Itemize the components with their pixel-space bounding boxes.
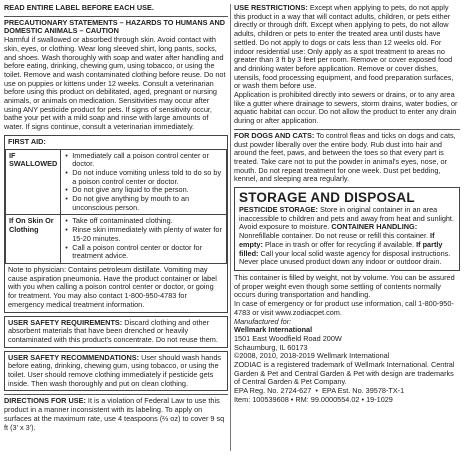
container-handling-body: Nonrefillable container. Do not reuse or refill this container.: [239, 231, 429, 241]
divider: [4, 394, 228, 395]
user-safety-recommendations: [4, 351, 228, 392]
column-divider: [230, 4, 231, 451]
list-item: • Call a poison control center or doctor for treatment advice.: [64, 244, 223, 261]
epa-reg-number: EPA Reg. No. 2724-627: [234, 386, 312, 396]
storage-disposal-body: [234, 205, 460, 271]
use-restrictions: [234, 4, 460, 91]
pesticide-storage-body: Store in original container in an area inaccessible to children and pets and away from heat and sunlight. Avoid exposure to moisture.: [239, 205, 454, 232]
divider: [4, 16, 228, 17]
directions-title: DIRECTIONS FOR USE:: [4, 396, 86, 406]
if-partly-filled-body: Call your local solid waste agency for disposal instructions. Never place unused product down any indoor or outdoor drain.: [239, 248, 451, 267]
skin-list: [64, 217, 223, 261]
container-handling-label: CONTAINER HANDLING:: [331, 222, 418, 232]
epa-est-number: EPA Est. No. 39578-TX-1: [322, 386, 405, 396]
first-aid-table: [5, 149, 227, 264]
right-column: [234, 4, 460, 405]
emergency-contact: In case of emergency or for product use information, call 1-800-950-4783 or visit www.zodiacpet.com.: [234, 299, 454, 317]
epa-numbers: EPA Reg. No. 2724-627 • EPA Est. No. 39578-TX-1: [234, 386, 405, 396]
precautionary-title: PRECAUTIONARY STATEMENTS – HAZARDS TO HUMANS AND: [4, 17, 226, 27]
first-aid-row-skin: [6, 215, 227, 264]
list-item: • Do not give anything by mouth to an unconscious person.: [64, 195, 223, 212]
use-restrictions-drains: Application is prohibited directly into sewers or drains, or to any area like a gutter where drainage to sewers, storm drains, water bodies, or aquatic habitat can occur. Do not allow the product to enter any drain during or after application.: [234, 90, 458, 126]
fill-weight-note: This container is filled by weight, not by volume. You can be assured of proper weight even though some settling of contents normally occurs during transportation and handling.: [234, 272, 455, 300]
precautionary-body: Harmful if swallowed or absorbed through skin. Avoid contact with skin, eyes, or clothing. Wear long sleeved shirt, long pants, socks, and shoes. Wash thoroughly with soap and water after handling and before eating, drinking, chewing gum, using tobacco, or using the toilet. Remove and wash contaminated clothing before reuse. Do not use on puppies or kittens under 12 weeks. Consult a veterinarian before using this product on debilitated, aged, pregnant or nursing animals, or animals on medication. Sensitivities may occur after using ANY pesticide product for pets. If signs of sensitivity occur, bathe your pet with a mild soap and rinse with large amounts of water. If signs continue, consult a veterinarian immediately.: [4, 35, 226, 132]
user-safety-recommendations-title: USER SAFETY RECOMMENDATIONS:: [8, 352, 140, 362]
skin-label: If On Skin Or Clothing: [6, 215, 61, 264]
first-aid-title: FIRST AID:: [8, 136, 46, 146]
left-column: [4, 4, 228, 432]
physician-note: Note to physician: Contains petroleum distillate. Vomiting may cause aspiration pneumonia. Have the product container or label with you when calling a poison control center or doctor, or going for treatment. You may also contact 1-800-950-4783 for emergency medical treatment information.: [8, 264, 217, 309]
first-aid-row-swallowed: [6, 149, 227, 215]
copyright: ©2008, 2010, 2018-2019 Wellmark International: [234, 351, 390, 361]
user-safety-requirements-title: USER SAFETY REQUIREMENTS:: [8, 317, 123, 327]
dogs-cats-body: To control fleas and ticks on dogs and cats, dust powder liberally over the entire body. Rub dust into hair and around the feet, paws, and between the toes so that every part is treated. Take care not to put the powder in animal's eyes, nose, or mouth. Do not repeat treatment for one week. Dust pet bedding, kennel, and sleeping area regularly.: [234, 130, 456, 184]
directions-body: It is a violation of Federal Law to use this product in a manner inconsistent with its labeling. To apply on surfaces at the maximum rate, use 4 teaspoons (⅔ oz) to cover 9 sq ft (3' x 3').: [4, 396, 225, 432]
manufacturer-address-line2: Schaumburg, IL 60173: [234, 342, 308, 352]
list-item: • Do not induce vomiting unless told to do so by a poison control center or doctor.: [64, 169, 223, 186]
user-safety-requirements: [4, 316, 228, 348]
item-codes: Item: 100539608 • RM: 99.0000554.02 • 19-1029: [234, 394, 393, 404]
user-safety-recommendations-body: User should wash hands before eating, drinking, chewing gum, using tobacco, or using the toilet. User should remove clothing immediately if pesticide gets inside. Then wash thoroughly and put on clean clothing.: [8, 352, 222, 388]
list-item: • Immediately call a poison control center or doctor.: [64, 152, 223, 169]
swallowed-list: [64, 152, 223, 213]
list-item: • Do not give any liquid to the person.: [64, 186, 223, 195]
if-empty-label: If empty:: [239, 231, 435, 249]
list-item: • Take off contaminated clothing.: [64, 217, 223, 226]
precautionary-subtitle: DOMESTIC ANIMALS – CAUTION: [4, 26, 119, 36]
read-label-notice: READ ENTIRE LABEL BEFORE EACH USE.: [4, 3, 154, 12]
dogs-cats: [234, 132, 460, 184]
if-partly-filled-label: If partly filled:: [239, 239, 443, 258]
use-restrictions-body: Except when applying to pets, do not apply this product in a way that will contact adults, children, or pets either directly or through drift. Except when applying to pets, do not allow adults, children or pets to enter the treated area until dusts have settled. Do not apply to dogs or cats less than 12 weeks old. For indoor residential use: Only apply as a spot treatment to areas no greater than 3 ft by 3 feet per room. Remove or cover exposed food and drinking water before application. Remove or cover dishes, utensils, food processing equipment, and food preparation surfaces, or wash them before use.: [234, 3, 454, 91]
storage-disposal-title: STORAGE AND DISPOSAL: [234, 187, 460, 205]
use-restrictions-title: USE RESTRICTIONS:: [234, 3, 308, 12]
user-safety-requirements-body: Discard clothing and other absorbent materials that have been drenched or heavily contaminated with this product's concentrate. Do not reuse them.: [8, 317, 218, 344]
dogs-cats-title: FOR DOGS AND CATS:: [234, 130, 315, 140]
trademark-notice: ZODIAC is a registered trademark of Wellmark International. Central Garden & Pet and Central Garden & Pet with design are trademarks of Central Garden & Pet Company.: [234, 360, 455, 387]
pesticide-storage-label: PESTICIDE STORAGE:: [239, 205, 318, 215]
swallowed-label: IF SWALLOWED: [6, 149, 61, 215]
divider: [234, 129, 460, 130]
list-item: • Rinse skin immediately with plenty of water for 15-20 minutes.: [64, 226, 223, 243]
manufactured-for-label: Manufactured for:: [234, 316, 292, 326]
manufacturer-address-line1: 1501 East Woodfield Road 200W: [234, 333, 342, 343]
manufacturer-name: Wellmark International: [234, 325, 313, 335]
directions-for-use: [4, 397, 228, 432]
first-aid-box: [4, 135, 228, 313]
if-empty-body: Place in trash or offer for recycling if available.: [264, 239, 415, 249]
